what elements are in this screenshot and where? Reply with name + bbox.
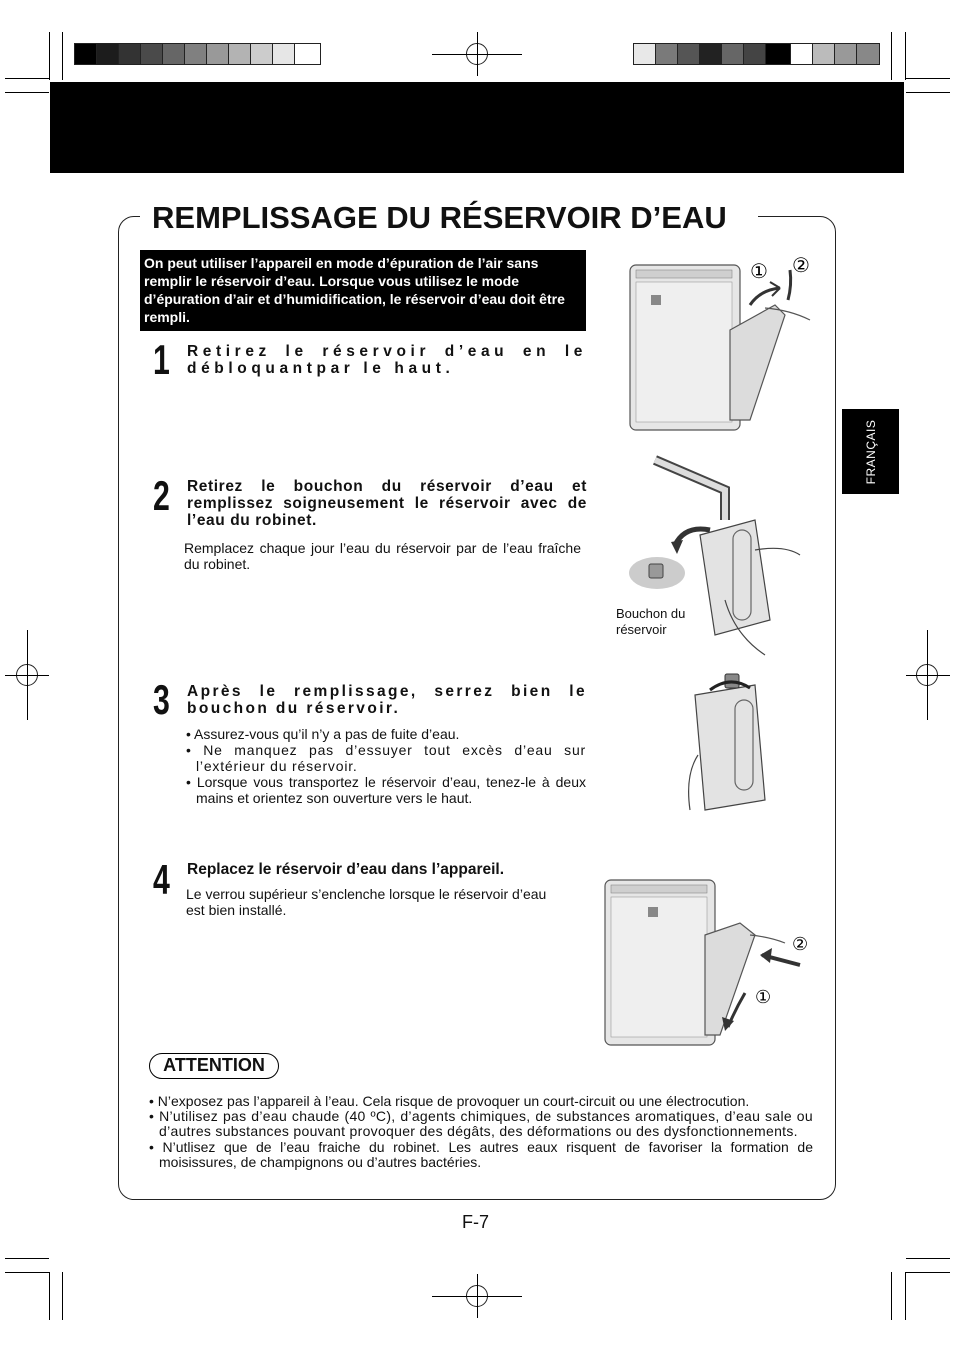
page-number: F-7 [462,1212,489,1232]
list-item: • Assurez-vous qu’il n’y a pas de fuite d’eau. [186,726,460,742]
list-item: • N’utlisez que de l’eau fraiche du robinet. Les autres eaux risquent de favoriser la formation de moisissures, de champignons ou d’autres bactéries. [149,1138,813,1170]
language-tab [842,409,899,494]
list-item: • N’exposez pas l’appareil à l’eau. Cela risque de provoquer un court-circuit ou une électrocution. [149,1093,750,1109]
marker-label: ② [792,934,809,955]
step-text: Remplacez chaque jour l’eau du réservoir par de l’eau fraîche du robinet. [184,540,581,572]
step-bullets [186,726,586,806]
step-title: Retirez le réservoir d’eau en le débloquantpar le haut. [187,343,587,377]
figure-remove-tank [620,250,820,440]
attention-badge: ATTENTION [149,1053,279,1079]
header-bar [50,82,904,173]
list-item: • Ne manquez pas d’essuyer tout excès d’eau sur l’extérieur du réservoir. [186,742,586,774]
marker-label: ① [750,259,768,283]
list-item: • N’utilisez pas d’eau chaude (40 ºC), d’agents chimiques, de substances aromatiques, d’eau sale ou d’autres substances pouvant provoquer des dégâts, des déformations ou des dysfonctionnements. [149,1108,813,1140]
figure-tighten-cap [680,660,790,820]
step-number: 1 [153,336,170,383]
language-tab-label: FRANÇAIS [863,419,878,484]
figure-replace-tank [600,875,820,1050]
intro-note: On peut utiliser l’appareil en mode d’épuration de l’air sans remplir le réservoir d’eau. Lorsque vous utilisez le mode d’épuration d’air et d’humidification, le réservoir d’eau doit être rempli. [140,250,586,331]
figure-caption: Bouchon du réservoir [616,606,686,637]
marker-label: ② [792,253,810,277]
step-title: Retirez le bouchon du réservoir d’eau et remplissez soigneusement le réservoir avec de l’eau du robinet. [187,478,587,529]
page-title: REMPLISSAGE DU RÉSERVOIR D’EAU [152,200,727,235]
marker-label: ① [755,987,772,1008]
step-title: Après le remplissage, serrez bien le bouchon du réservoir. [187,683,587,717]
step-text: Le verrou supérieur s’enclenche lorsque le réservoir d’eau est bien installé. [186,886,547,918]
list-item: • Lorsque vous transportez le réservoir d’eau, tenez-le à deux mains et orientez son ouverture vers le haut. [186,774,586,806]
step-number: 4 [153,856,170,903]
attention-list [149,1094,813,1170]
step-title: Replacez le réservoir d’eau dans l’appareil. [187,861,505,878]
step-number: 3 [153,676,170,723]
step-number: 2 [153,472,170,519]
